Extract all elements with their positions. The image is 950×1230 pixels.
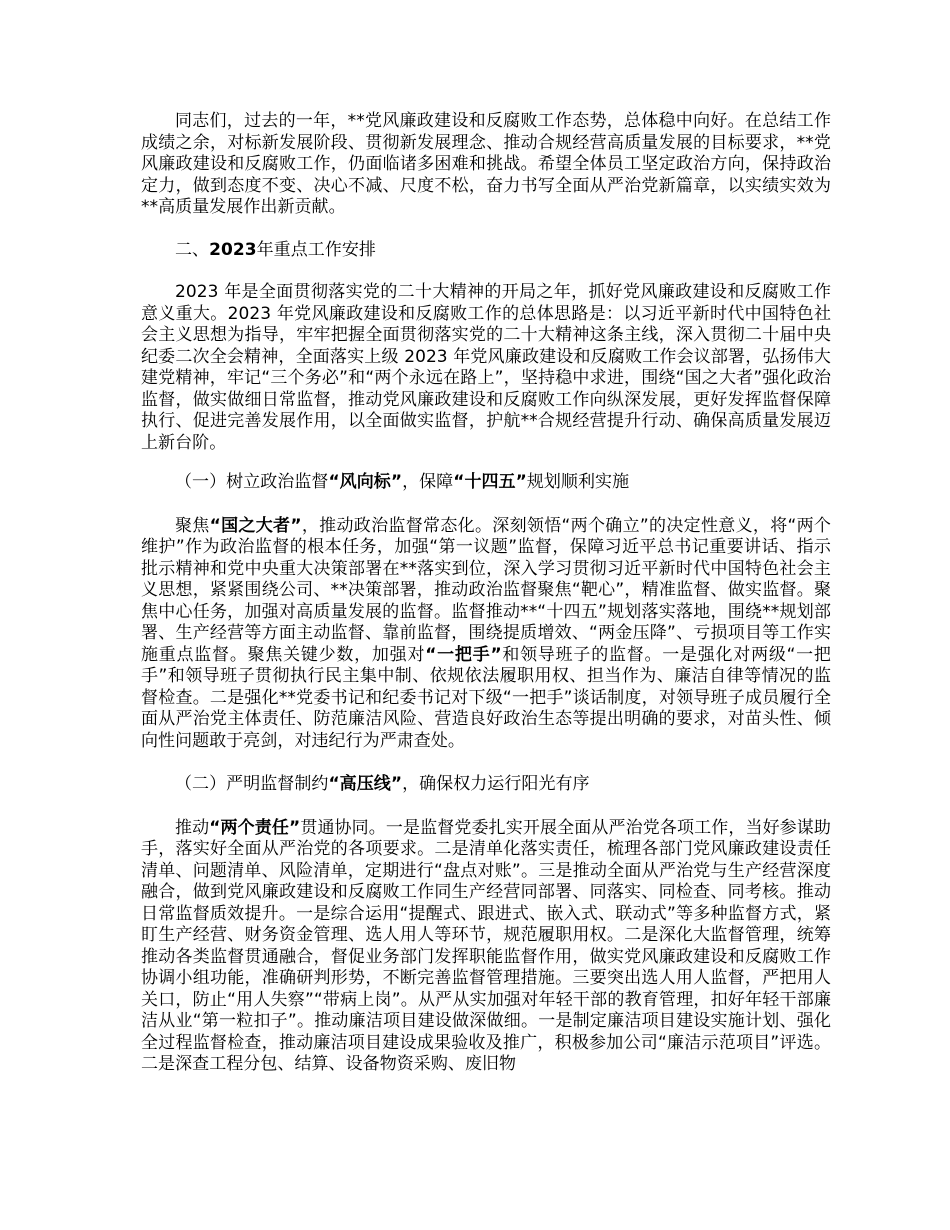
heading-year: 2023 [209, 239, 257, 260]
paragraph-overall-approach: 2023 年是全面贯彻落实党的二十大精神的开局之年，抓好党风廉政建设和反腐败工作意义重大。2023 年党风廉政建设和反腐败工作的总体思路是：以习近平新时代中国特色社会主义思想为指导，牢牢把握全面贯彻落实党的二十大精神这条主线，深入贯彻二十届中央纪委二次全会精神，全面落实上级 2023 年党风廉政建设和反腐败工作会议部署，弘扬伟大建党精神，牢记“三个务必”和“两个永远在路上”，坚持稳中求进，围绕“国之大者”强化政治监督，做实做细日常监督，推动党风廉政建设和反腐败工作向纵深发展，更好发挥监督保障执行、促进完善发展作用，以全面做实监督，护航**合规经营提升行动、确保高质量发展迈上新台阶。 [141, 282, 831, 453]
section-heading-2023-plan [141, 240, 831, 262]
paragraph-two-responsibilities [141, 818, 831, 1076]
paragraph-quote: “两个责任” [209, 817, 301, 838]
paragraph-text: 推动 [175, 817, 210, 838]
subheading-supervision-constraint [141, 774, 831, 796]
subheading-text: ，保障 [402, 472, 454, 492]
document-page [141, 111, 831, 1076]
paragraph-text: ，推动政治监督常态化。深刻领悟“两个确立”的决定性意义，将“两个维护”作为政治监督的根本任务，加强“第一议题”监督，保障习近平总书记重要讲话、指示批示精神和党中央重大决策部署在**落实到位，深入学习贯彻习近平新时代中国特色社会主义思想，紧紧围绕公司、**决策部署，推动政治监督聚焦“靶心”，精准监督、做实监督。聚焦中心任务，加强对高质量发展的监督。监督推动**“十四五”规划落实落地，围绕**规划部署、生产经营等方面主动监督、靠前监督，围绕提质增效、“两金压降”、亏损项目等工作实施重点监督。聚焦关键少数，加强对 [141, 515, 831, 665]
heading-title: 年重点工作安排 [256, 239, 376, 260]
paragraph-text: 聚焦 [175, 515, 210, 536]
paragraph-quote: “一把手” [425, 644, 502, 665]
subheading-text: （二）严明监督制约 [175, 774, 329, 794]
subheading-quote: “风向标” [328, 472, 403, 492]
subheading-political-supervision [141, 472, 831, 494]
paragraph-quote: “国之大者” [209, 515, 302, 536]
subheading-quote: “高压线” [328, 774, 403, 794]
paragraph-summary: 同志们，过去的一年，**党风廉政建设和反腐败工作态势，总体稳中向好。在总结工作成绩之余，对标新发展阶段、贯彻新发展理念、推动合规经营高质量发展的目标要求，**党风廉政建设和反腐败工作，仍面临诸多困难和挑战。希望全体员工坚定政治方向，保持政治定力，做到态度不变、决心不减、尺度不松，奋力书写全面从严治党新篇章，以实绩实效为**高质量发展作出新贡献。 [141, 111, 831, 217]
paragraph-political-supervision [141, 516, 831, 753]
subheading-text: （一）树立政治监督 [175, 472, 329, 492]
subheading-quote: “十四五” [453, 472, 527, 492]
subheading-text: ，确保权力运行阳光有序 [402, 774, 590, 794]
paragraph-text: 贯通协同。一是监督党委扎实开展全面从严治党各项工作，当好参谋助手，落实好全面从严治党的各项要求。二是清单化落实责任，梳理各部门党风廉政建设责任清单、问题清单、风险清单，定期进行“盘点对账”。三是推动全面从严治党与生产经营深度融合，做到党风廉政建设和反腐败工作同生产经营同部署、同落实、同检查、同考核。推动日常监督质效提升。一是综合运用“提醒式、跟进式、嵌入式、联动式”等多种监督方式，紧盯生产经营、财务资金管理、选人用人等环节，规范履职用权。二是深化大监督管理，统筹推动各类监督贯通融合，督促业务部门发挥职能监督作用，做实党风廉政建设和反腐败工作协调小组功能，准确研判形势，不断完善监督管理措施。三要突出选人用人监督，严把用人关口，防止“用人失察”“带病上岗”。从严从实加强对年轻干部的教育管理，扣好年轻干部廉洁从业“第一粒扣子”。推动廉洁项目建设做深做细。一是制定廉洁项目建设实施计划、强化全过程监督检查，推动廉洁项目建设成果验收及推广，积极参加公司“廉洁示范项目”评选。二是深查工程分包、结算、设备物资采购、废旧物 [141, 817, 831, 1074]
heading-number: 二、 [175, 239, 210, 260]
subheading-text: 规划顺利实施 [526, 472, 630, 492]
paragraph-text: 和领导班子的监督。一是强化对两级“一把手”和领导班子贯彻执行民主集中制、依规依法履职用权、担当作为、廉洁自律等情况的监督检查。二是强化**党委书记和纪委书记对下级“一把手”谈话制度，对领导班子成员履行全面从严治党主体责任、防范廉洁风险、营造良好政治生态等提出明确的要求，对苗头性、倾向性问题敢于亮剑，对违纪行为严肃查处。 [141, 644, 831, 751]
